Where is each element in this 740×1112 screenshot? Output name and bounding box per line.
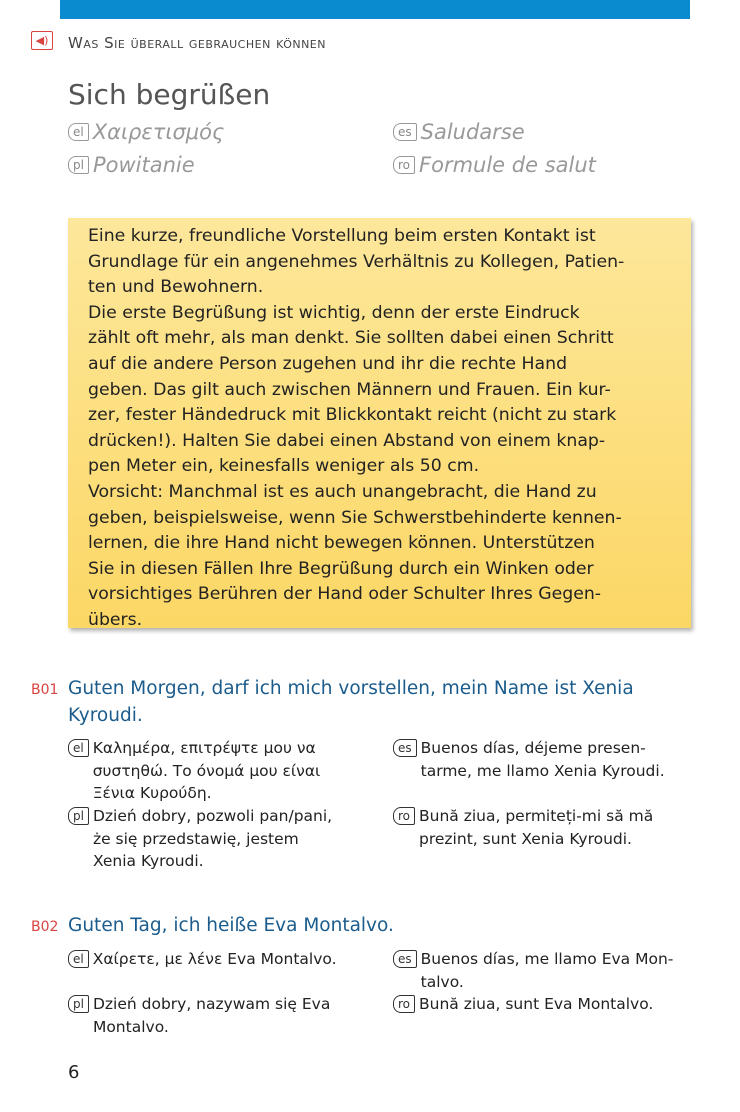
phrase-code: B01 — [31, 682, 59, 698]
section-title: Was Sie überall gebrauchen können — [68, 34, 326, 52]
translation-text: Dzień dobry, nazywam się Eva Montalvo. — [92, 995, 331, 1036]
lang-tag-pl: pl — [68, 995, 89, 1013]
phrase-translation-ro — [393, 805, 693, 850]
title-translation-pl — [68, 153, 195, 177]
phrase-translation-el — [68, 948, 368, 971]
translation-text: Bună ziua, sunt Eva Montalvo. — [419, 995, 654, 1013]
translation-text: Χαίρετε, με λένε Eva Montalvo. — [92, 950, 337, 968]
translation-text: Formule de salut — [419, 153, 596, 177]
phrase-translation-pl — [68, 993, 368, 1038]
phrase-text: Guten Tag, ich heiße Eva Montalvo. — [68, 915, 394, 936]
phrase-translation-ro — [393, 993, 693, 1016]
translation-text: Καλημέρα, επιτρέψτε μου να συστηθώ. Το όνομά μου είναι Ξένια Κυρούδη. — [92, 739, 321, 802]
lang-tag-pl: pl — [68, 807, 89, 825]
translation-text: Bună ziua, permiteți-mi să mă prezint, sunt Xenia Kyroudi. — [419, 807, 654, 848]
phrase-translation-el — [68, 737, 368, 805]
translation-text: Powitanie — [92, 153, 195, 177]
phrase-code: B02 — [31, 919, 59, 935]
audio-speaker-icon[interactable]: ◀) — [31, 31, 53, 50]
phrase-translation-pl — [68, 805, 368, 873]
info-note: Eine kurze, freundliche Vorstellung beim ersten Kontakt ist Grundlage für ein angenehmes Verhältnis zu Kollegen, Patien- ten und Bewohnern. Die erste Begrüßung ist wichtig, denn der erste Eindruck zählt oft mehr, als man denkt. Sie sollten dabei einen Schritt auf die andere Person zugehen und ihr die rechte Hand geben. Das gilt auch zwischen Männern und Frauen. Ein kur- zer, fester Händedruck mit Blickkontakt reicht (nicht zu stark drücken!). Halten Sie dabei einen Abstand von einem knap- pen Meter ein, keinesfalls weniger als 50 cm. Vorsicht: Manchmal ist es auch unangebracht, die Hand zu geben, beispielsweise, wenn Sie Schwerstbehinderte kennen- lernen, die ihre Hand nicht bewegen können. Unterstützen Sie in diesen Fällen Ihre Begrüßung durch ein Winken oder vorsichtiges Berühren der Hand oder Schulter Ihres Gegen- übers. — [68, 218, 691, 628]
title-translation-es — [393, 120, 525, 144]
lang-tag-es: es — [393, 950, 417, 968]
lang-tag-es: es — [393, 739, 417, 757]
lang-tag-ro: ro — [393, 156, 415, 174]
header-bar — [60, 0, 690, 19]
lang-tag-ro: ro — [393, 995, 415, 1013]
lang-tag-el: el — [68, 739, 89, 757]
lang-tag-el: el — [68, 950, 89, 968]
page-title: Sich begrüßen — [68, 78, 271, 111]
translation-text: Dzień dobry, pozwoli pan/pani, że się przedstawię, jestem Xenia Kyroudi. — [92, 807, 333, 870]
page-number: 6 — [68, 1062, 80, 1083]
translation-text: Χαιρετισμός — [92, 120, 225, 144]
lang-tag-el: el — [68, 123, 89, 141]
title-translation-el — [68, 120, 224, 144]
lang-tag-es: es — [393, 123, 417, 141]
translation-text: Saludarse — [420, 120, 525, 144]
lang-tag-pl: pl — [68, 156, 89, 174]
translation-text: Buenos días, me llamo Eva Mon- talvo. — [420, 950, 674, 991]
phrase-translation-es — [393, 737, 693, 782]
lang-tag-ro: ro — [393, 807, 415, 825]
phrase-text: Guten Morgen, darf ich mich vorstellen, mein Name ist Xenia Kyroudi. — [68, 678, 634, 726]
title-translation-ro — [393, 153, 596, 177]
phrase-translation-es — [393, 948, 693, 993]
translation-text: Buenos días, déjeme presen- tarme, me llamo Xenia Kyroudi. — [420, 739, 665, 780]
